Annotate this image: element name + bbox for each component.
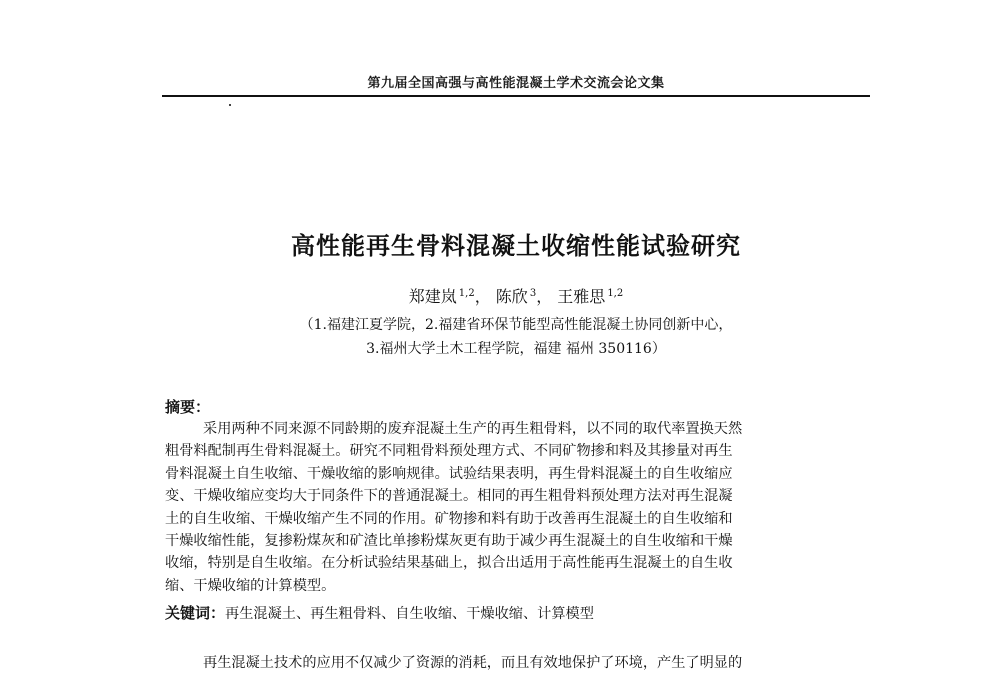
abstract-line: 骨料混凝土自生收缩、干燥收缩的影响规律。试验结果表明，再生骨料混凝土的自生收缩应 <box>165 465 733 482</box>
abstract-body <box>165 418 873 597</box>
abstract-line: 粗骨料配制再生骨料混凝土。研究不同粗骨料预处理方式、不同矿物掺和料及其掺量对再生 <box>165 443 733 460</box>
paper-title: 高性能再生骨料混凝土收缩性能试验研究 <box>291 232 741 260</box>
abstract-line: 缩、干燥收缩的计算模型。 <box>165 577 336 594</box>
author-affiliation-mark: 3 <box>529 288 537 299</box>
keywords-text: 再生混凝土、再生粗骨料、自生收缩、干燥收缩、计算模型 <box>225 606 594 622</box>
abstract-label: 摘要： <box>165 398 211 416</box>
keywords <box>165 602 594 623</box>
author-name: 郑建岚 <box>408 287 457 306</box>
body-paragraph <box>165 652 873 674</box>
header-rule <box>162 95 870 97</box>
scan-speck <box>229 104 231 106</box>
abstract-line: 土的自生收缩、干燥收缩产生不同的作用。矿物掺和料有助于改善再生混凝土的自生收缩和 <box>165 510 733 527</box>
keywords-label: 关键词： <box>165 604 226 622</box>
author-affiliation-mark: 1,2 <box>607 288 624 299</box>
running-header: 第九届全国高强与高性能混凝土学术交流会论文集 <box>367 76 665 91</box>
author-name: 王雅思 <box>557 287 606 306</box>
affiliation-line-1: （1.福建江夏学院，2.福建省环保节能型高性能混凝土协同创新中心， <box>299 317 733 333</box>
abstract-line: 变、干燥收缩应变均大于同条件下的普通混凝土。相同的再生粗骨料预处理方法对再生混凝 <box>165 488 733 505</box>
author-list <box>162 284 870 307</box>
author-separator: ， <box>536 287 553 306</box>
abstract-line: 干燥收缩性能，复掺粉煤灰和矿渣比单掺粉煤灰更有助于减少再生混凝土的自生收缩和干燥 <box>165 533 733 550</box>
abstract-line: 采用两种不同来源不同龄期的废弃混凝土生产的再生粗骨料，以不同的取代率置换天然 <box>203 421 743 437</box>
author-separator: ， <box>474 287 491 306</box>
author-name: 陈欣 <box>495 287 528 306</box>
body-line: 再生混凝土技术的应用不仅减少了资源的消耗，而且有效地保护了环境，产生了明显的 <box>203 655 743 671</box>
abstract-line: 收缩，特别是自生收缩。在分析试验结果基础上，拟合出适用于高性能再生混凝土的自生收 <box>165 555 733 572</box>
author-affiliation-mark: 1,2 <box>458 288 475 299</box>
affiliation-line-2: 3.福州大学土木工程学院，福建 福州 350116） <box>366 341 666 357</box>
